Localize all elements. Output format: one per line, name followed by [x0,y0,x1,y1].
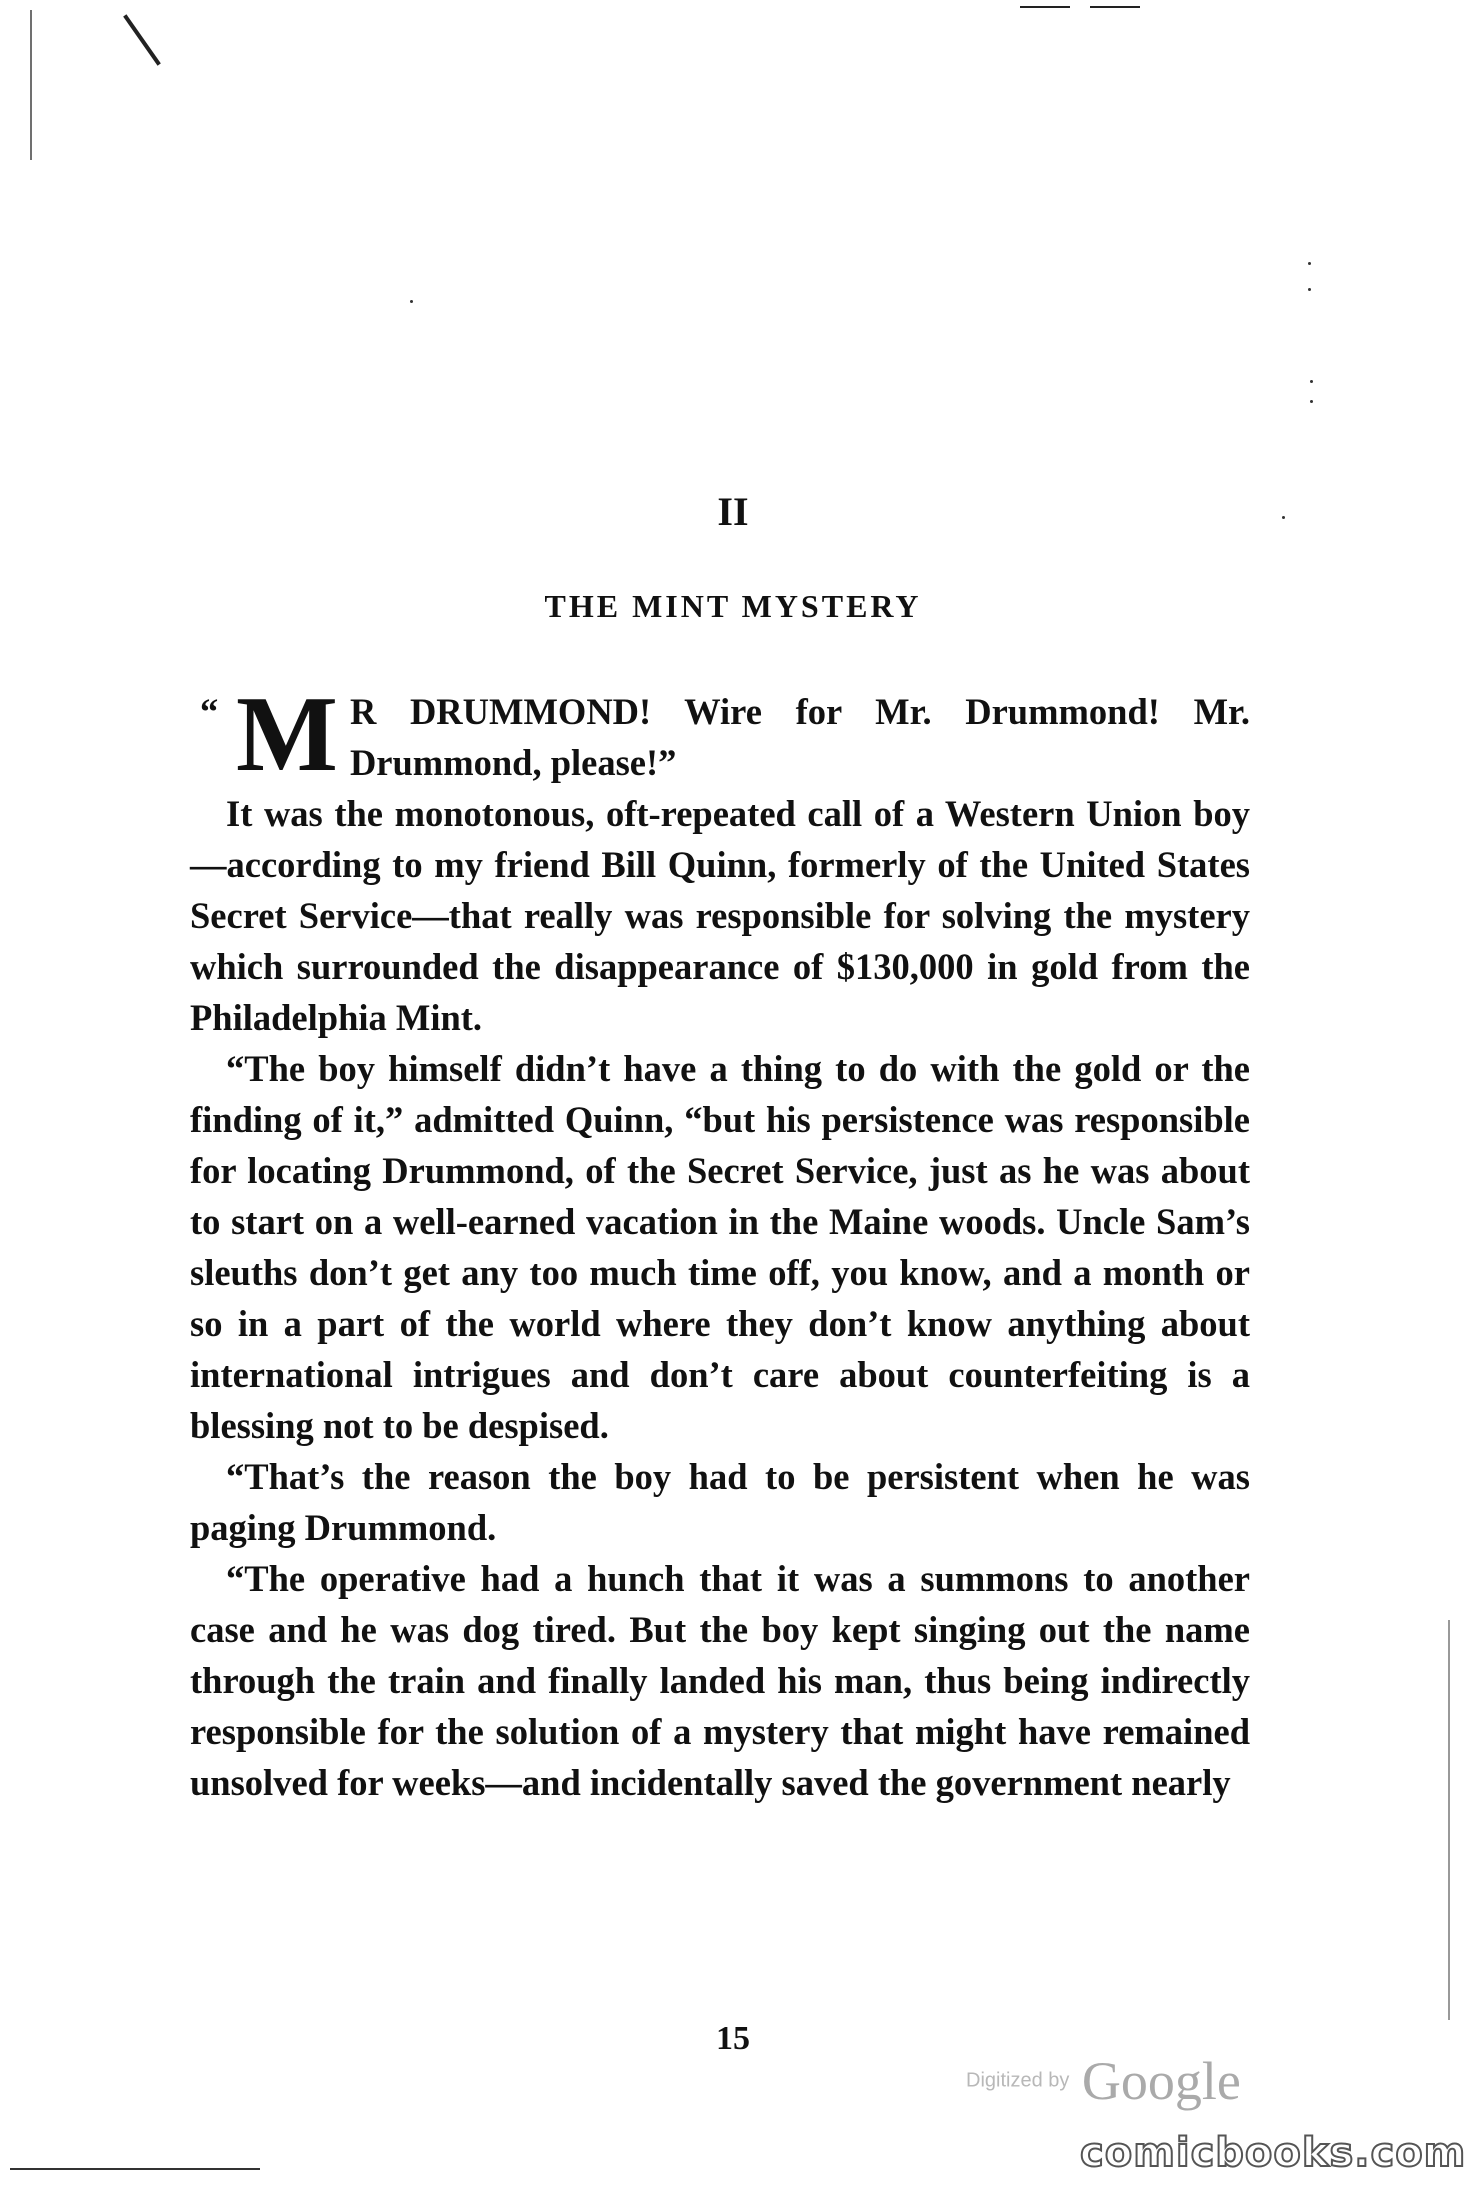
paragraph: “The operative had a hunch that it was a summons to another case and he was dog tired. But the boy kept singing out the name through the train and finally landed his man, thus being indirectly responsible for the solution of a mystery that might have remained unsolved for weeks—and incidentally saved the government nearly [190,1558,1250,1803]
site-watermark: comicbooks.com [1080,2130,1466,2176]
page-number: 15 [716,2020,750,2057]
drop-cap: M [236,675,338,794]
scan-edge-line [10,2168,260,2170]
paragraph: It was the monotonous, oft-repeated call of a Western Union boy—according to my friend Bill Quinn, formerly of the United States Secret Service—that really was responsible for solving the mystery which surrounded the disappearance of $130,000 in gold from the Philadelphia Mint. [190,793,1250,1038]
opening-paragraph [190,675,1250,794]
paragraph: “The boy himself didn’t have a thing to do with the gold or the finding of it,” admitted Quinn, “but his persistence was responsible for locating Drummond, of the Secret Service, just as he was about to start on a well-earned vacation in the Maine woods. Uncle Sam’s sleuths don’t get any too much time off, you know, and a month or so in a part of the world where they don’t know anything about international intrigues and don’t care about counterfeiting is a blessing not to be despised. [190,1048,1250,1446]
scan-speck [1308,262,1311,265]
chapter-title: THE MINT MYSTERY [544,588,922,624]
chapter-number: II [717,489,749,534]
opening-quote-mark: “ [200,691,219,732]
scan-speck [410,300,413,303]
body-text [190,675,1250,1808]
scan-edge-line [1448,1620,1450,2020]
scan-edge-line [30,10,32,160]
scan-mark [1090,6,1140,8]
scan-speck [1308,288,1311,291]
scan-mark [123,14,161,65]
paragraph: “That’s the reason the boy had to be persistent when he was paging Drummond. [190,1456,1250,1548]
scan-speck [1310,380,1313,383]
digitized-label: Digitized by [966,2069,1070,2092]
scan-speck [1310,400,1313,403]
scan-mark [1020,6,1070,8]
google-logo: Google [1081,2051,1241,2111]
digitized-by-google-mark [966,2050,1241,2112]
opening-text: R DRUMMOND! Wire for Mr. Drummond! Mr. Drummond, please!” [349,691,1250,783]
